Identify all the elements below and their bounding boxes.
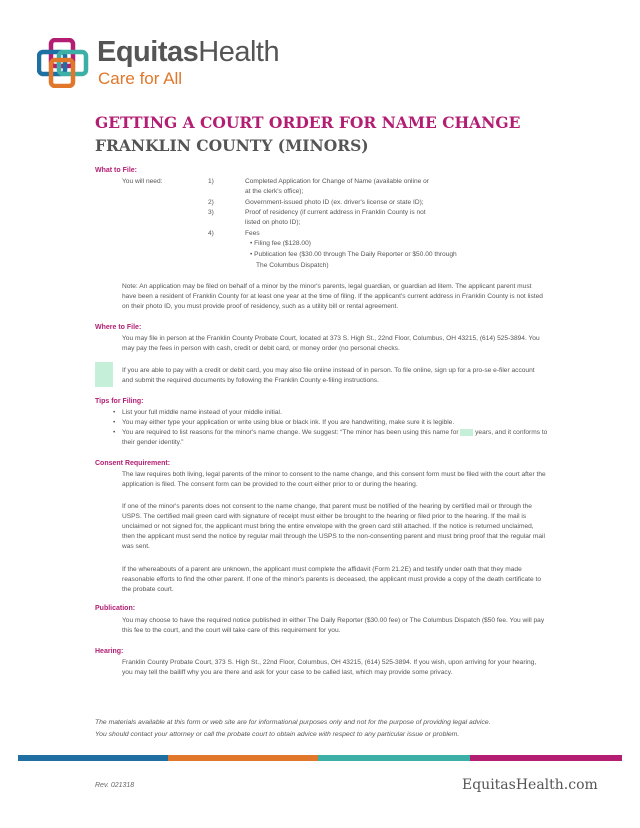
list-item: Completed Application for Change of Name (available online or	[245, 178, 430, 185]
fee-item: The Columbus Dispatch)	[256, 262, 329, 269]
where-paragraph-1: You may file in person at the Franklin County Probate Court, located at 373 S. High St., 22nd Floor, Columbus, OH 43215, (614) 525-3894. You may pay the fees in person with cash, credit or debit card, or money order (no personal checks.	[122, 335, 540, 352]
list-item: Fees	[245, 230, 260, 237]
disclaimer-line-2: You should contact your attorney or call the probate court to obtain advice with respect to any particular issue or problem.	[95, 731, 460, 738]
page-subtitle: FRANKLIN COUNTY (MINORS)	[95, 136, 369, 155]
list-item: • You may either type your application or write using blue or black ink. If you are handwriting, make sure it is legible.	[122, 418, 554, 428]
brand-tagline: Care for All	[98, 69, 183, 88]
item-number: 2)	[208, 199, 214, 206]
section-heading-consent: Consent Requirement:	[95, 460, 171, 467]
equitas-logo-icon	[37, 38, 89, 88]
color-bar-orange	[168, 755, 318, 761]
where-paragraph-2: If you are able to pay with a credit or debit card, you may also file online instead of in person. To file online, sign up for a pro-se e-filer account and submit the required documents by following the Franklin County e-filing instructions.	[122, 367, 535, 384]
tips-list	[122, 408, 554, 448]
you-will-need-label: You will need:	[122, 178, 163, 185]
disclaimer-line-1: The materials available at this form or web site are for informational purposes only and not for the purpose of providing legal advice.	[95, 719, 491, 726]
color-bar-teal	[318, 755, 470, 761]
item-number: 4)	[208, 230, 214, 237]
footer-color-bar	[18, 755, 622, 761]
list-item: listed on photo ID);	[245, 219, 301, 226]
section-heading-hearing: Hearing:	[95, 648, 124, 655]
list-item: • You are required to list reasons for the minor's name change. We suggest: “The minor has been using this name for years, and it conforms to their gender identity.”	[122, 428, 554, 448]
list-item: Government-issued photo ID (ex. driver's license or state ID);	[245, 199, 424, 206]
fee-item: • Filing fee ($128.00)	[250, 240, 311, 247]
section-heading-where-to-file: Where to File:	[95, 324, 142, 331]
item-number: 3)	[208, 209, 214, 216]
section-heading-tips: Tips for Filing:	[95, 398, 144, 405]
publication-paragraph: You may choose to have the required notice published in either The Daily Reporter ($30.00 fee) or The Columbus Dispatch ($50 fee. You will pay this fee to the court, and the court will take care of this requirement for you.	[122, 617, 545, 634]
hearing-paragraph: Franklin County Probate Court, 373 S. High St., 22nd Floor, Columbus, OH 43215, (614) 525-3894. If you wish, upon arriving for your hearing, you may tell the bailiff why you are there and ask for your case to be called last, which may provide some privacy.	[122, 659, 537, 676]
note-paragraph: Note: An application may be filed on behalf of a minor by the minor's parents, legal guardian, or guardian ad litem. The applicant parent must have been a resident of Franklin County for at least one year at the time of filing. If the applicant's current address in Franklin County is not listed on their photo ID, you must provide proof of residency, such as a utility bill or rental agreement.	[122, 283, 543, 310]
page-title: GETTING A COURT ORDER FOR NAME CHANGE	[95, 113, 521, 132]
list-item: • List your full middle name instead of your middle initial.	[122, 408, 554, 418]
fee-item: • Publication fee ($30.00 through The Daily Reporter or $50.00 through	[250, 251, 457, 258]
section-heading-what-to-file: What to File:	[95, 167, 137, 174]
color-bar-magenta	[470, 755, 622, 761]
website-link[interactable]: EquitasHealth.com	[462, 777, 598, 793]
section-heading-publication: Publication:	[95, 605, 136, 612]
consent-paragraph-2: If one of the minor's parents does not consent to the name change, that parent must be notified of the hearing by certified mail or through the USPS. The certified mail green card with signature of receipt must either be brought to the hearing or filed prior to the hearing. If the mail is unclaimed or not signed for, the applicant must bring the entire envelope with the green card still attached. If the notice is returned unclaimed, then the applicant must send the notice by regular mail through the USPS to the non-consenting parent and must bring proof that the regular mail was sent.	[122, 503, 545, 550]
brand-name: EquitasHealth	[97, 36, 280, 68]
blank-highlight	[460, 429, 473, 436]
list-item: Proof of residency (if current address in Franklin County is not	[245, 209, 426, 216]
consent-paragraph-1: The law requires both living, legal parents of the minor to consent to the name change, and this consent form must be filed with the court after the application is filed. The consent form can be provided to the court either prior to or during the hearing.	[122, 471, 546, 488]
revision-label: Rev. 021318	[95, 782, 135, 789]
item-number: 1)	[208, 178, 214, 185]
color-bar-blue	[18, 755, 168, 761]
consent-paragraph-3: If the whereabouts of a parent are unknown, the applicant must complete the affidavit (Form 21.2E) and testify under oath that they made reasonable efforts to find the other parent. If one of the minor's parents is deceased, the applicant must provide a copy of the death certificate to the probate court.	[122, 566, 541, 593]
list-item: at the clerk's office);	[245, 188, 304, 195]
highlight-marker	[95, 362, 113, 387]
